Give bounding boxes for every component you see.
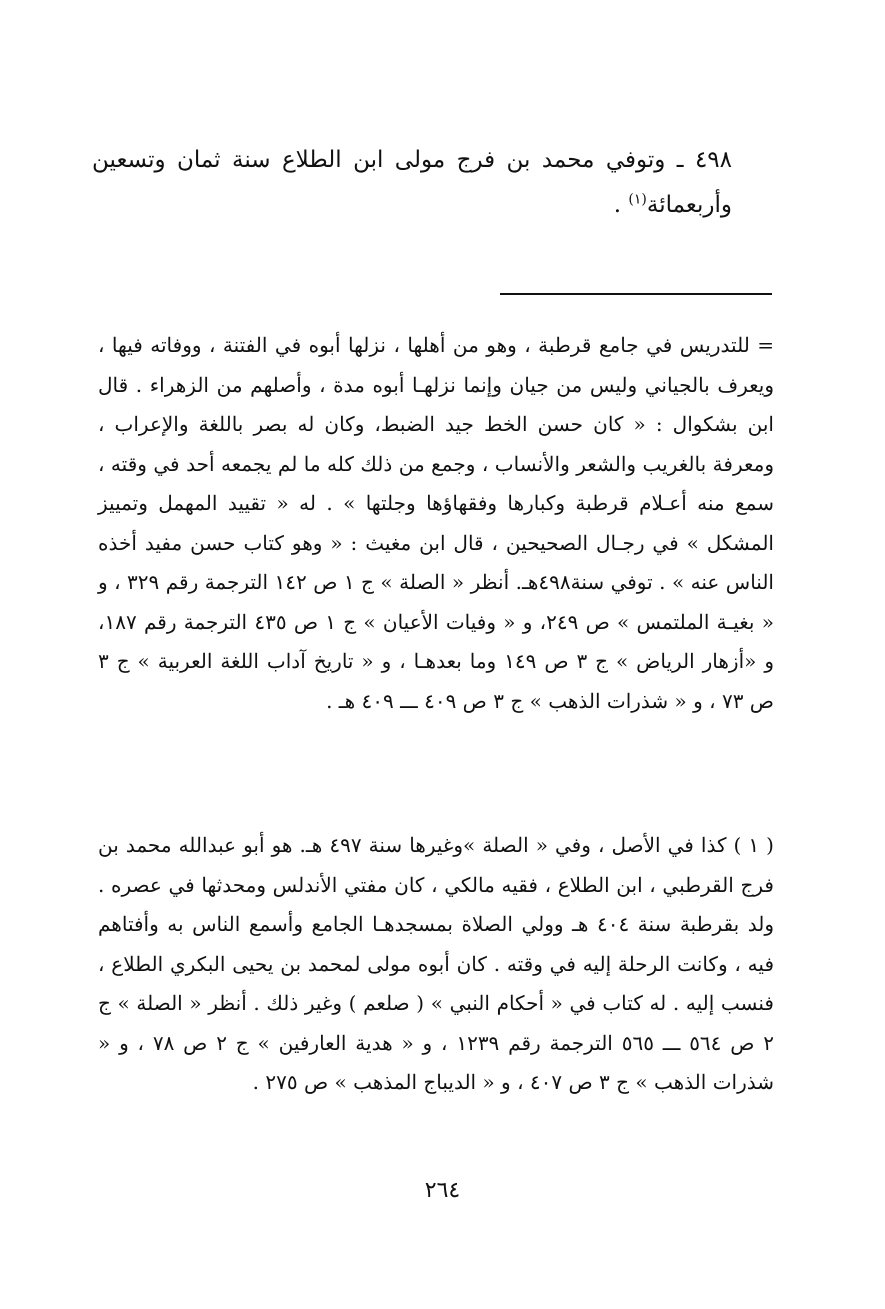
footnote-1: ( ١ ) كذا في الأصل ، وفي « الصلة »وغيرها سنة ٤٩٧ هـ. هو أبو عبدالله محمد بن فرج القرطبي ، ابن الطلاع ، فقيه مالكي ، كان مفتي الأندلس ومحدثها في عصره . ولد بقرطبة سنة ٤٠٤ هـ وولي الصلاة بمسجدهـا الجامع وأسمع الناس به وأفتاهم فيه ، وكانت الرحلة إليه في وقته . كان أبوه مولى لمحمد بن يحيى البكري الطلاع ، فنسب إليه . له كتاب في « أحكام النبي » ( صلعم ) وغير ذلك . أنظر « الصلة » ج ٢ ص ٥٦٤ ـــ ٥٦٥ الترجمة رقم ١٢٣٩ ، و « هدية العارفين » ج ٢ ص ٧٨ ، و « شذرات الذهب » ج ٣ ص ٤٠٧ ، و « الديباج المذهب » ص ٢٧٥ . [98,833,775,1094]
entry-text: ٤٩٨ ـ وتوفي محمد بن فرج مولى ابن الطلاع سنة ثمان وتسعين وأربعمائة [92,147,732,218]
footnote-continuation: = للتدريس في جامع قرطبة ، وهو من أهلها ، نزلها أبوه في الفتنة ، ووفاته فيها ، ويعرف بالجياني وليس من جيان وإنما نزلهـا أبوه مدة ، وأصلهم من الزهراء . قال ابن بشكوال : « كان حسن الخط جيد الضبط، وكان له بصر باللغة والإعراب ، ومعرفة بالغريب والشعر والأنساب ، وجمع من ذلك كله ما لم يجمعه أحد في وقته ، سمع منه أعـلام قرطبة وكبارها وفقهاؤها وجلتها » . له « تقييد المهمل وتمييز المشكل » في رجـال الصحيحين ، قال ابن مغيث : « وهو كتاب حسن مفيد أخذه الناس عنه » . توفي سنة٤٩٨هـ. أنظر « الصلة » ج ١ ص ١٤٢ الترجمة رقم ٣٢٩ ، و « بغيـة الملتمس » ص ٢٤٩، و « وفيات الأعيان » ج ١ ص ٤٣٥ الترجمة رقم ١٨٧، و «أزهار الرياض » ج ٣ ص ١٤٩ وما بعدهـا ، و « تاريخ آداب اللغة العربية » ج ٣ ص ٧٣ ، و « شذرات الذهب » ج ٣ ص ٤٠٩ ـــ ٤٠٩ هـ . [98,333,774,713]
page-number: ٢٦٤ [424,1178,461,1203]
footnote-ref: (١) [628,191,647,208]
footnote-divider [500,293,772,295]
entry-498 [92,138,732,228]
entry-end: . [613,192,629,218]
